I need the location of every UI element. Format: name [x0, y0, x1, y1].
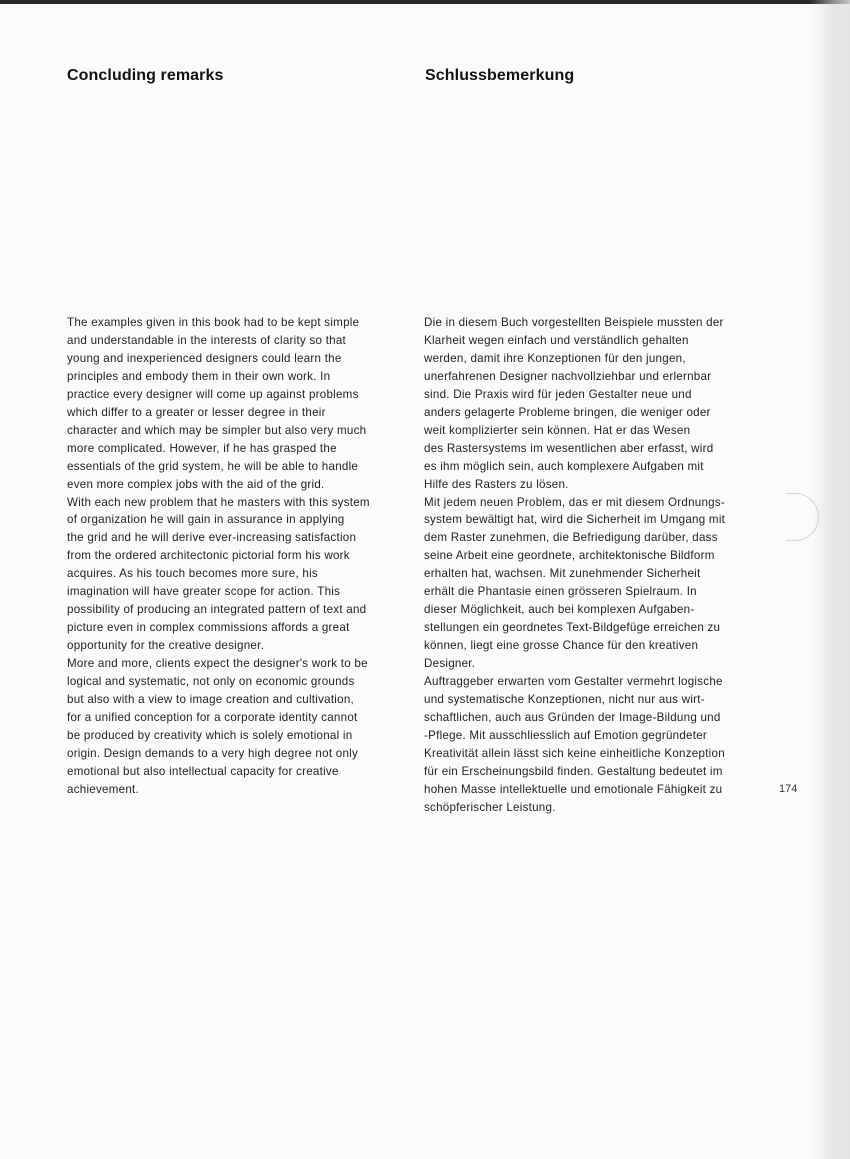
english-text-line: from the ordered architectonic pictorial form his work [67, 549, 350, 563]
english-text-line: origin. Design demands to a very high degree not only [67, 746, 359, 760]
german-text-line: Klarheit wegen einfach und verständlich gehalten [424, 333, 689, 347]
german-text-line: hohen Masse intellektuelle und emotionale Fähigkeit zu [424, 782, 723, 796]
german-text-line: es ihm möglich sein, auch komplexere Aufgaben mit [424, 459, 704, 473]
german-text-line: Kreativität allein lässt sich keine einheitliche Konzeption [424, 746, 725, 760]
english-text-line: which differ to a greater or lesser degree in their [67, 405, 326, 419]
german-text-column [424, 314, 769, 817]
german-text-line: können, liegt eine grosse Chance für den kreativen [424, 639, 699, 653]
german-text-line: seine Arbeit eine geordnete, architektonische Bildform [424, 549, 715, 563]
english-text-line: be produced by creativity which is solely emotional in [67, 728, 353, 742]
scan-top-edge [0, 0, 850, 4]
english-text-line: possibility of producing an integrated pattern of text and [67, 603, 367, 617]
english-text-line: of organization he will gain in assurance in applying [67, 513, 345, 527]
page-gutter-shadow [810, 0, 850, 1159]
german-text-line: -Pflege. Mit ausschliesslich auf Emotion gegründeter [424, 728, 708, 742]
english-text-line: With each new problem that he masters with this system [67, 495, 370, 509]
english-text-line: The examples given in this book had to be kept simple [67, 316, 360, 329]
german-text-line: Mit jedem neuen Problem, das er mit diesem Ordnungs- [424, 495, 726, 509]
english-text-line: logical and systematic, not only on economic grounds [67, 675, 355, 689]
heading-german: Schlussbemerkung [425, 67, 575, 84]
german-text-line: des Rastersystems im wesentlichen aber erfasst, wird [424, 441, 714, 455]
german-text-line: sind. Die Praxis wird für jeden Gestalter neue und [424, 387, 692, 401]
german-text-line: unerfahrenen Designer nachvollziehbar und erlernbar [424, 369, 712, 383]
english-text-line: principles and embody them in their own work. In [67, 369, 331, 383]
english-text-line: more complicated. However, if he has grasped the [67, 441, 337, 455]
german-text-line: erhalten hat, wachsen. Mit zunehmender Sicherheit [424, 567, 701, 581]
english-text-line: opportunity for the creative designer. [67, 639, 265, 653]
english-text-line: but also with a view to image creation and cultivation, [67, 693, 354, 707]
german-text-line: werden, damit ihre Konzeptionen für den jungen, [424, 351, 686, 365]
english-text-line: achievement. [67, 782, 139, 796]
english-text-line: acquires. As his touch becomes more sure, his [67, 567, 318, 581]
german-text-line: erhält die Phantasie einen grösseren Spielraum. In [424, 585, 697, 599]
german-text-line: anders gelagerte Probleme bringen, die weniger oder [424, 405, 711, 419]
page-number: 174 [779, 783, 798, 795]
german-text-line: Die in diesem Buch vorgestellten Beispiele mussten der [424, 316, 724, 329]
german-text-line: Auftraggeber erwarten vom Gestalter vermehrt logische [424, 675, 723, 689]
english-text-line: More and more, clients expect the designer's work to be [67, 657, 368, 671]
german-text-line: Hilfe des Rasters zu lösen. [424, 477, 569, 491]
german-text-line: für ein Erscheinungsbild finden. Gestaltung bedeutet im [424, 764, 723, 778]
heading-english: Concluding remarks [67, 67, 224, 84]
english-text-line: emotional but also intellectual capacity for creative [67, 764, 339, 778]
german-text-line: dieser Möglichkeit, auch bei komplexen Aufgaben- [424, 603, 695, 617]
english-text-column [67, 314, 412, 799]
german-text-line: schöpferischer Leistung. [424, 800, 556, 814]
english-text-line: the grid and he will derive ever-increasing satisfaction [67, 531, 357, 545]
english-text-line: and understandable in the interests of clarity so that [67, 333, 347, 347]
english-text-line: even more complex jobs with the aid of the grid. [67, 477, 325, 491]
english-text-line: picture even in complex commissions affords a great [67, 621, 350, 635]
german-text-line: schaftlichen, auch aus Gründen der Image-Bildung und [424, 710, 721, 724]
english-text-line: for a unified conception for a corporate identity cannot [67, 710, 358, 724]
english-text-line: practice every designer will come up against problems [67, 387, 359, 401]
english-text-line: young and inexperienced designers could learn the [67, 351, 342, 365]
german-text-line: weit komplizierter sein können. Hat er das Wesen [424, 423, 691, 437]
german-text-line: dem Raster zunehmen, die Befriedigung darüber, dass [424, 531, 718, 545]
german-text-line: system bewältigt hat, wird die Sicherheit im Umgang mit [424, 513, 726, 527]
german-text-line: und systematische Konzeptionen, nicht nur aus wirt- [424, 693, 705, 707]
english-text-line: imagination will have greater scope for action. This [67, 585, 341, 599]
english-text-line: character and which may be simpler but also very much [67, 423, 367, 437]
german-text-line: stellungen ein geordnetes Text-Bildgefüge erreichen zu [424, 621, 721, 635]
english-text-line: essentials of the grid system, he will be able to handle [67, 459, 359, 473]
german-text-line: Designer. [424, 657, 476, 671]
